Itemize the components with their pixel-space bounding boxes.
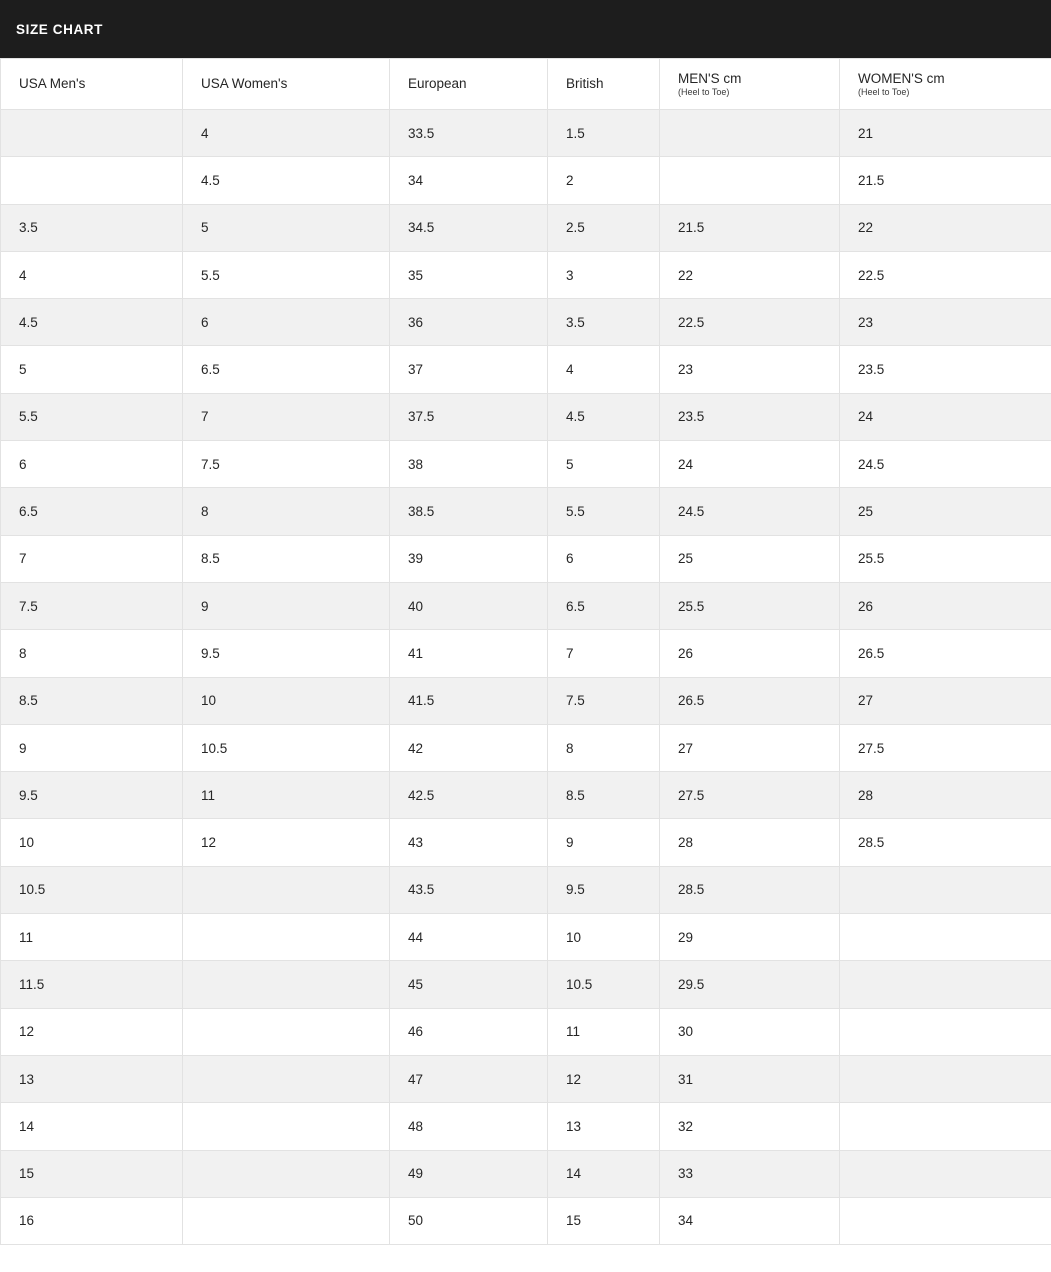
column-header-label: USA Women's	[201, 76, 288, 92]
table-cell: 43	[390, 819, 548, 866]
table-cell: 11.5	[1, 961, 183, 1008]
table-cell: 22	[840, 204, 1051, 251]
table-cell: 24.5	[660, 488, 840, 535]
table-cell: 28.5	[660, 866, 840, 913]
table-cell	[840, 1197, 1051, 1244]
table-cell: 42.5	[390, 772, 548, 819]
table-cell: 26	[660, 630, 840, 677]
table-row	[1, 251, 1051, 298]
table-row	[1, 110, 1051, 157]
table-cell: 5	[548, 441, 660, 488]
table-cell: 42	[390, 724, 548, 771]
table-cell: 38	[390, 441, 548, 488]
table-cell	[183, 1197, 390, 1244]
table-row	[1, 1197, 1051, 1244]
table-row	[1, 1055, 1051, 1102]
table-cell: 6.5	[1, 488, 183, 535]
table-cell: 11	[183, 772, 390, 819]
table-body	[1, 110, 1051, 1245]
table-cell: 9.5	[1, 772, 183, 819]
table-cell: 10	[1, 819, 183, 866]
table-cell: 34.5	[390, 204, 548, 251]
table-cell: 36	[390, 299, 548, 346]
table-cell: 26.5	[660, 677, 840, 724]
column-header-sublabel: (Heel to Toe)	[678, 87, 730, 98]
column-header-label: WOMEN'S cm	[858, 70, 945, 86]
table-row	[1, 157, 1051, 204]
table-cell: 12	[548, 1055, 660, 1102]
table-cell	[840, 914, 1051, 961]
table-cell: 1.5	[548, 110, 660, 157]
table-cell: 39	[390, 535, 548, 582]
table-cell: 5	[1, 346, 183, 393]
table-cell: 6	[1, 441, 183, 488]
column-header-mens-cm	[660, 59, 840, 110]
table-cell: 22.5	[660, 299, 840, 346]
table-row	[1, 772, 1051, 819]
column-header-label: European	[408, 76, 467, 92]
table-cell: 9.5	[183, 630, 390, 677]
table-row	[1, 914, 1051, 961]
table-cell: 8.5	[183, 535, 390, 582]
table-cell: 3.5	[1, 204, 183, 251]
column-header-british	[548, 59, 660, 110]
table-cell: 11	[1, 914, 183, 961]
table-cell: 4	[1, 251, 183, 298]
table-cell: 34	[660, 1197, 840, 1244]
table-cell: 14	[548, 1150, 660, 1197]
table-cell: 40	[390, 582, 548, 629]
table-row	[1, 441, 1051, 488]
table-cell: 26	[840, 582, 1051, 629]
table-cell: 15	[1, 1150, 183, 1197]
table-cell	[183, 1150, 390, 1197]
table-cell: 27	[660, 724, 840, 771]
table-cell: 3.5	[548, 299, 660, 346]
table-cell	[183, 1103, 390, 1150]
table-cell: 7.5	[183, 441, 390, 488]
table-cell: 14	[1, 1103, 183, 1150]
table-cell: 11	[548, 1008, 660, 1055]
table-cell: 9	[183, 582, 390, 629]
table-cell: 4.5	[548, 393, 660, 440]
table-cell: 47	[390, 1055, 548, 1102]
table-cell	[840, 1055, 1051, 1102]
table-cell: 8	[183, 488, 390, 535]
table-cell: 15	[548, 1197, 660, 1244]
table-row	[1, 819, 1051, 866]
column-header-womens-cm	[840, 59, 1051, 110]
table-cell: 41	[390, 630, 548, 677]
table-cell: 32	[660, 1103, 840, 1150]
table-cell: 27.5	[660, 772, 840, 819]
table-cell: 41.5	[390, 677, 548, 724]
table-cell: 28.5	[840, 819, 1051, 866]
table-cell	[840, 1150, 1051, 1197]
table-cell: 4.5	[1, 299, 183, 346]
column-header-label: British	[566, 76, 604, 92]
table-cell: 2	[548, 157, 660, 204]
table-cell	[183, 1055, 390, 1102]
size-chart-table	[0, 58, 1051, 1245]
table-row	[1, 535, 1051, 582]
table-row	[1, 630, 1051, 677]
table-cell: 29.5	[660, 961, 840, 1008]
column-header-label: MEN'S cm	[678, 70, 742, 86]
table-cell: 13	[548, 1103, 660, 1150]
table-cell: 33	[660, 1150, 840, 1197]
table-cell: 8	[1, 630, 183, 677]
table-row	[1, 488, 1051, 535]
table-cell: 23.5	[660, 393, 840, 440]
table-cell: 37	[390, 346, 548, 393]
table-cell: 27	[840, 677, 1051, 724]
table-cell: 25	[840, 488, 1051, 535]
table-cell: 10.5	[1, 866, 183, 913]
table-cell: 21	[840, 110, 1051, 157]
table-cell: 7.5	[548, 677, 660, 724]
table-cell: 8.5	[1, 677, 183, 724]
table-cell: 16	[1, 1197, 183, 1244]
table-cell: 24	[840, 393, 1051, 440]
table-cell: 6	[548, 535, 660, 582]
table-cell: 2.5	[548, 204, 660, 251]
table-row	[1, 866, 1051, 913]
table-cell: 23	[840, 299, 1051, 346]
table-cell	[840, 961, 1051, 1008]
table-cell	[660, 110, 840, 157]
table-cell	[1, 110, 183, 157]
table-cell	[183, 866, 390, 913]
table-cell: 8	[548, 724, 660, 771]
table-header-row	[1, 59, 1051, 110]
table-cell: 4	[183, 110, 390, 157]
table-cell: 28	[660, 819, 840, 866]
table-cell: 21.5	[840, 157, 1051, 204]
table-cell: 3	[548, 251, 660, 298]
table-cell: 31	[660, 1055, 840, 1102]
table-cell: 28	[840, 772, 1051, 819]
table-cell: 25.5	[840, 535, 1051, 582]
table-cell: 49	[390, 1150, 548, 1197]
table-cell: 45	[390, 961, 548, 1008]
table-cell: 23	[660, 346, 840, 393]
table-row	[1, 961, 1051, 1008]
table-header-row-group	[1, 59, 1051, 110]
table-cell: 27.5	[840, 724, 1051, 771]
table-cell: 37.5	[390, 393, 548, 440]
table-cell: 38.5	[390, 488, 548, 535]
column-header-usa-mens	[1, 59, 183, 110]
table-cell: 29	[660, 914, 840, 961]
table-cell: 10.5	[183, 724, 390, 771]
table-cell: 7	[1, 535, 183, 582]
table-cell: 6.5	[548, 582, 660, 629]
table-row	[1, 724, 1051, 771]
table-cell: 12	[183, 819, 390, 866]
table-cell	[660, 157, 840, 204]
table-cell: 23.5	[840, 346, 1051, 393]
table-cell: 7.5	[1, 582, 183, 629]
table-cell: 7	[183, 393, 390, 440]
table-cell: 5.5	[548, 488, 660, 535]
table-row	[1, 1008, 1051, 1055]
table-cell: 4	[548, 346, 660, 393]
table-cell: 25	[660, 535, 840, 582]
table-cell: 44	[390, 914, 548, 961]
table-cell: 6	[183, 299, 390, 346]
table-cell: 5.5	[183, 251, 390, 298]
table-cell: 33.5	[390, 110, 548, 157]
table-cell: 25.5	[660, 582, 840, 629]
table-cell: 24.5	[840, 441, 1051, 488]
table-cell	[183, 914, 390, 961]
table-cell: 8.5	[548, 772, 660, 819]
table-cell: 9.5	[548, 866, 660, 913]
table-cell: 30	[660, 1008, 840, 1055]
table-cell: 21.5	[660, 204, 840, 251]
table-cell: 13	[1, 1055, 183, 1102]
table-cell	[183, 1008, 390, 1055]
size-chart-header	[0, 0, 1051, 58]
table-cell	[183, 961, 390, 1008]
table-row	[1, 346, 1051, 393]
table-cell	[840, 1008, 1051, 1055]
page-title: SIZE CHART	[16, 21, 103, 37]
table-cell: 26.5	[840, 630, 1051, 677]
table-cell: 35	[390, 251, 548, 298]
table-cell: 7	[548, 630, 660, 677]
table-cell: 46	[390, 1008, 548, 1055]
table-cell: 12	[1, 1008, 183, 1055]
table-cell	[1, 157, 183, 204]
table-cell: 10	[183, 677, 390, 724]
column-header-sublabel: (Heel to Toe)	[858, 87, 910, 98]
table-cell: 6.5	[183, 346, 390, 393]
table-cell	[840, 866, 1051, 913]
table-cell: 24	[660, 441, 840, 488]
column-header-european	[390, 59, 548, 110]
table-cell: 50	[390, 1197, 548, 1244]
table-cell: 10	[548, 914, 660, 961]
table-cell	[840, 1103, 1051, 1150]
table-row	[1, 299, 1051, 346]
table-cell: 4.5	[183, 157, 390, 204]
column-header-label: USA Men's	[19, 76, 86, 92]
table-row	[1, 1150, 1051, 1197]
table-cell: 22.5	[840, 251, 1051, 298]
table-cell: 48	[390, 1103, 548, 1150]
table-cell: 22	[660, 251, 840, 298]
table-cell: 43.5	[390, 866, 548, 913]
table-cell: 9	[1, 724, 183, 771]
table-row	[1, 1103, 1051, 1150]
table-row	[1, 393, 1051, 440]
column-header-usa-womens	[183, 59, 390, 110]
table-row	[1, 582, 1051, 629]
table-cell: 10.5	[548, 961, 660, 1008]
table-cell: 5	[183, 204, 390, 251]
table-row	[1, 204, 1051, 251]
table-cell: 5.5	[1, 393, 183, 440]
table-row	[1, 677, 1051, 724]
table-cell: 9	[548, 819, 660, 866]
table-cell: 34	[390, 157, 548, 204]
